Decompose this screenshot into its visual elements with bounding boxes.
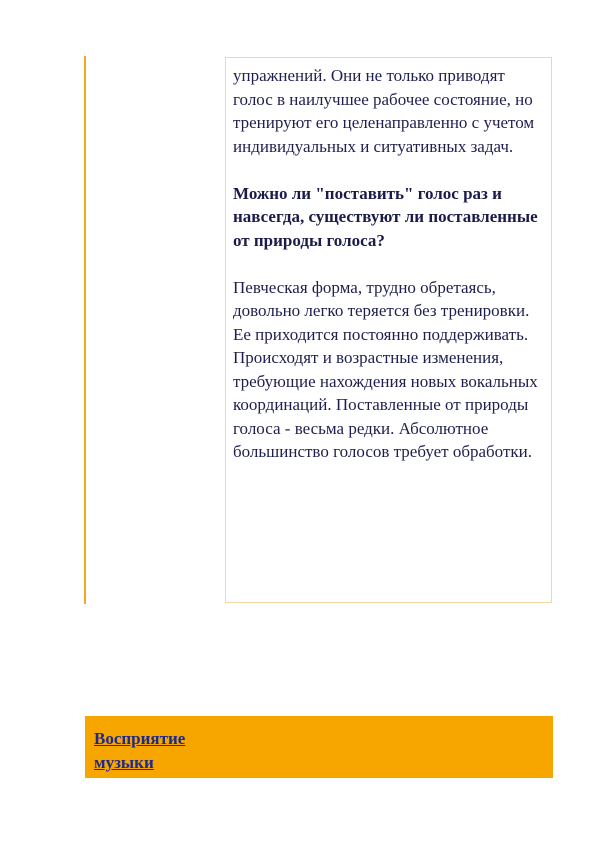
footer-nav-bar — [85, 716, 553, 778]
music-perception-link[interactable]: Восприятие музыки — [94, 729, 186, 772]
intro-paragraph: упражнений. Они не только приводят голос в наилучшее рабочее состояние, но тренируют его целенаправленно с учетом индивидуальных и ситуативных задач. — [233, 66, 535, 156]
question-heading: Можно ли "поставить" голос раз и навсегда, существуют ли поставленные от природы голоса? — [233, 183, 538, 250]
answer-paragraph: Певческая форма, трудно обретаясь, довольно легко теряется без тренировки. Ее приходится постоянно поддерживать. Происходят и возрастные изменения, требующие нахождения новых вокальных координаций. Поставленные от природы голоса - весьма редки. Абсолютное большинство голосов требует обработки. — [233, 277, 538, 461]
article-text-box — [225, 57, 552, 603]
left-accent-rule — [84, 56, 86, 604]
